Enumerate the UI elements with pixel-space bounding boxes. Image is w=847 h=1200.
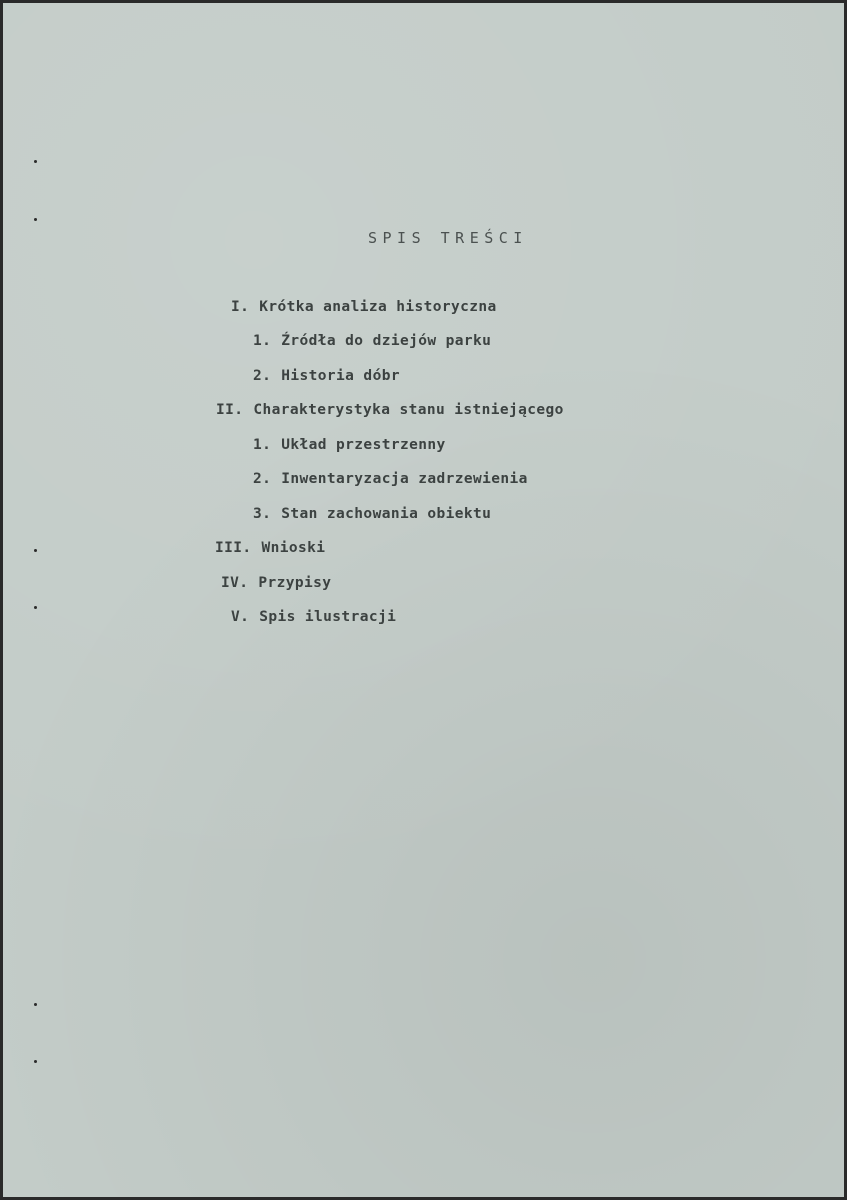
toc-entry-number: 2. (253, 471, 272, 487)
margin-dot (34, 160, 37, 163)
toc-entry (253, 333, 491, 349)
toc-entry-text: Układ przestrzenny (281, 437, 446, 453)
toc-entry-number: 3. (253, 506, 272, 522)
toc-entry-number: II. (216, 402, 244, 418)
toc-entry (253, 437, 446, 453)
margin-dot (34, 218, 37, 221)
toc-entry-text: Przypisy (258, 575, 332, 591)
toc-entry-text: Charakterystyka stanu istniejącego (253, 402, 564, 418)
toc-entry-text: Krótka analiza historyczna (259, 299, 497, 315)
toc-entry (253, 471, 528, 487)
toc-entry-text: Spis ilustracji (259, 609, 397, 625)
toc-entry-text: Historia dóbr (281, 368, 400, 384)
toc-entry-number: V. (231, 609, 250, 625)
margin-dot (34, 549, 37, 552)
toc-entry-number: 1. (253, 437, 272, 453)
margin-dot (34, 1003, 37, 1006)
toc-entry (231, 299, 497, 315)
toc-entry (221, 575, 331, 591)
toc-entry-text: Wnioski (261, 540, 326, 556)
toc-entry-text: Stan zachowania obiektu (281, 506, 492, 522)
page-title: SPIS TREŚCI (368, 229, 528, 247)
toc-entry-number: 1. (253, 333, 272, 349)
toc-entry (253, 368, 400, 384)
toc-entry-number: 2. (253, 368, 272, 384)
margin-dot (34, 606, 37, 609)
margin-dot (34, 1060, 37, 1063)
toc-entry-number: III. (215, 540, 252, 556)
toc-entry-number: I. (231, 299, 250, 315)
toc-entry (215, 540, 325, 556)
toc-entry (231, 609, 396, 625)
toc-entry (216, 402, 564, 418)
toc-entry-text: Inwentaryzacja zadrzewienia (281, 471, 528, 487)
toc-entry-number: IV. (221, 575, 249, 591)
toc-entry-text: Źródła do dziejów parku (281, 333, 492, 349)
toc-entry (253, 506, 491, 522)
